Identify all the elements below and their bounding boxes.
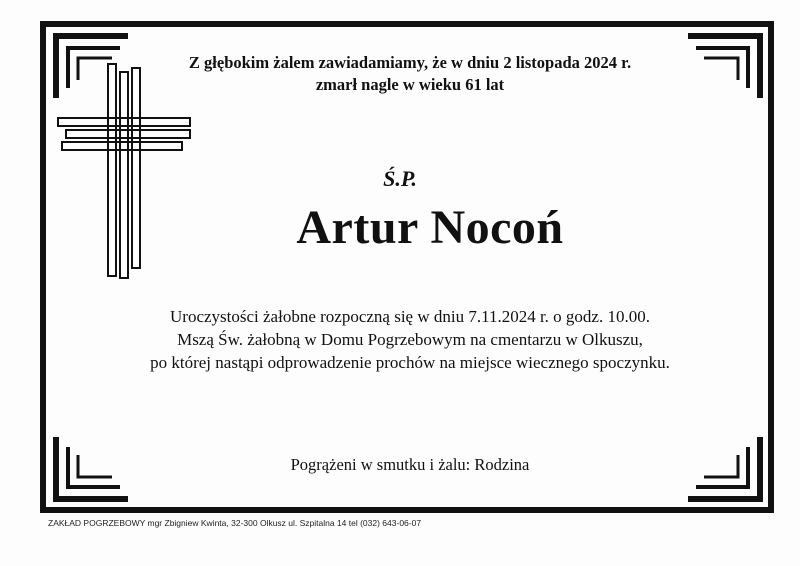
death-announcement	[110, 52, 710, 96]
ceremony-details	[90, 305, 730, 374]
intro-line-2: zmarł nagle w wieku 61 lat	[315, 75, 505, 94]
corner-ornament-bottom-right	[688, 437, 768, 507]
intro-line-1: Z głębokim żalem zawiadamiamy, że w dniu 2 listopada 2024 r.	[188, 53, 632, 72]
funeral-home-footer: ZAKŁAD POGRZEBOWY mgr Zbigniew Kwinta, 32-300 Olkusz ul. Szpitalna 14 tel (032) 643-06-07	[48, 518, 422, 528]
honorific: Ś.P.	[383, 166, 417, 191]
ceremony-line-3: po której nastąpi odprowadzenie prochów na miejsce wiecznego spoczynku.	[150, 353, 670, 372]
deceased-name: Artur Nocoń	[296, 201, 564, 254]
ceremony-line-2: Mszą Św. żałobną w Domu Pogrzebowym na cmentarzu w Olkuszu,	[177, 330, 643, 349]
mourners-line: Pogrążeni w smutku i żalu: Rodzina	[290, 455, 530, 474]
ceremony-line-1: Uroczystości żałobne rozpoczną się w dniu 7.11.2024 r. o godz. 10.00.	[170, 307, 650, 326]
corner-ornament-bottom-left	[48, 437, 128, 507]
